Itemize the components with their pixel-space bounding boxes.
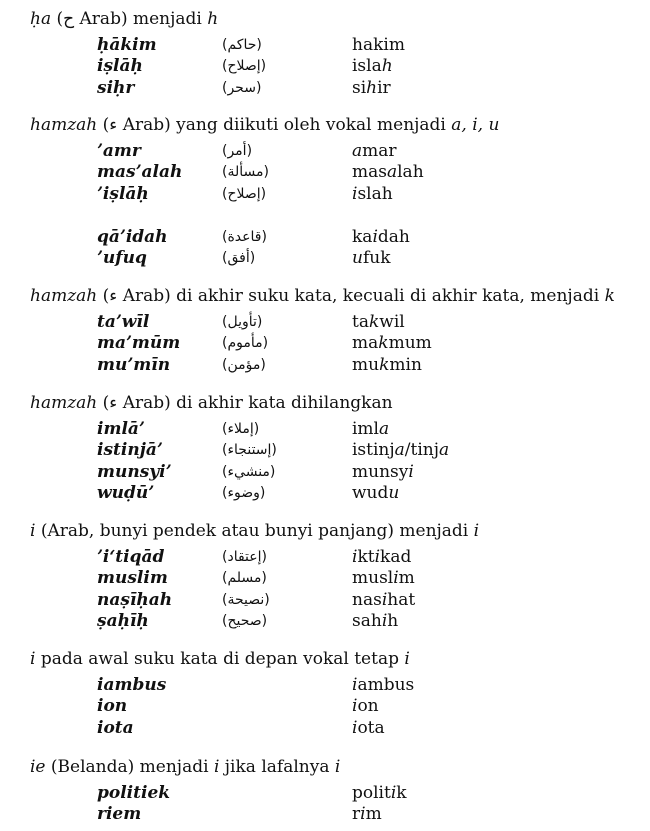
indonesian-result bbox=[352, 439, 449, 461]
source-term: muslim bbox=[97, 568, 168, 589]
italic-segment: i bbox=[352, 183, 358, 204]
text-segment: k bbox=[396, 783, 407, 803]
text-segment: musl bbox=[352, 568, 394, 589]
text-segment: istinj bbox=[352, 440, 395, 461]
italic-segment: u bbox=[388, 483, 400, 504]
indonesian-result bbox=[352, 161, 424, 183]
arabic-script: (صحيح) bbox=[222, 613, 268, 630]
text-segment: munsy bbox=[352, 461, 409, 482]
example-row bbox=[0, 567, 650, 589]
source-term: ʼiʻtiqād bbox=[97, 547, 165, 567]
arabic-script: (إعتقاد) bbox=[222, 549, 267, 565]
text-segment: ma bbox=[352, 333, 379, 354]
example-row bbox=[0, 589, 650, 611]
indonesian-result bbox=[352, 589, 415, 611]
italic-segment: i bbox=[30, 521, 36, 541]
italic-segment: hamzah bbox=[30, 286, 98, 306]
indonesian-result bbox=[352, 34, 405, 56]
arabic-script: (مسلم) bbox=[222, 570, 267, 587]
indonesian-result bbox=[352, 418, 389, 440]
text-segment: (ء Arab) yang diikuti oleh vokal menjadi bbox=[97, 115, 452, 135]
example-row bbox=[0, 332, 650, 354]
text-segment: sah bbox=[352, 611, 382, 632]
italic-segment: i bbox=[408, 461, 414, 482]
arabic-script: (إستنجاء) bbox=[222, 442, 277, 459]
text-segment: ota bbox=[357, 717, 385, 738]
text-segment: ta bbox=[352, 312, 369, 332]
example-row bbox=[0, 34, 650, 56]
italic-segment: h bbox=[366, 77, 378, 98]
indonesian-result bbox=[352, 803, 382, 825]
example-row bbox=[0, 311, 650, 333]
indonesian-result bbox=[352, 183, 393, 205]
source-term: wuḍūʼ bbox=[97, 483, 155, 504]
italic-segment: a bbox=[439, 440, 450, 461]
example-row bbox=[0, 183, 650, 205]
source-term: muʼmīn bbox=[97, 354, 171, 375]
text-segment: kt bbox=[357, 547, 375, 567]
indonesian-result bbox=[352, 311, 405, 333]
text-segment: mar bbox=[362, 141, 397, 161]
example-row bbox=[0, 782, 650, 804]
italic-segment: a, i, u bbox=[451, 115, 500, 135]
arabic-script: (أفق) bbox=[222, 250, 256, 266]
italic-segment: h bbox=[207, 9, 219, 29]
italic-segment: i bbox=[352, 696, 358, 717]
source-term: taʼwīl bbox=[97, 312, 150, 332]
source-term: ʼamr bbox=[97, 141, 141, 161]
example-row bbox=[0, 226, 650, 248]
source-term: siḥr bbox=[97, 77, 135, 98]
italic-segment: i bbox=[30, 649, 36, 669]
text-segment: min bbox=[389, 354, 422, 375]
example-row bbox=[0, 482, 650, 504]
example-row bbox=[0, 461, 650, 483]
italic-segment: i bbox=[473, 521, 480, 541]
arabic-script: (سحر) bbox=[222, 79, 262, 96]
italic-segment: ie bbox=[30, 757, 46, 777]
italic-segment: i bbox=[213, 757, 220, 777]
italic-segment: i bbox=[404, 649, 410, 669]
italic-segment: a bbox=[394, 440, 405, 461]
text-segment: r bbox=[352, 804, 361, 825]
rule-heading bbox=[30, 114, 499, 136]
example-row bbox=[0, 247, 650, 269]
italic-segment: k bbox=[368, 312, 380, 332]
italic-segment: hamzah bbox=[30, 115, 98, 135]
source-term: munsyiʼ bbox=[97, 461, 172, 482]
example-row bbox=[0, 204, 650, 226]
text-segment: mu bbox=[352, 354, 380, 375]
source-term: riem bbox=[97, 804, 142, 825]
arabic-script: (أمر) bbox=[222, 143, 253, 159]
source-term: ʼiṣlāḥ bbox=[97, 183, 149, 204]
source-term: ion bbox=[97, 696, 128, 717]
example-row bbox=[0, 610, 650, 632]
text-segment: slah bbox=[357, 183, 393, 204]
text-segment: lah bbox=[397, 162, 424, 183]
arabic-script: (تأويل) bbox=[222, 314, 263, 330]
text-segment: hat bbox=[387, 589, 416, 610]
text-segment: fuk bbox=[362, 248, 391, 268]
source-term: qāʼidah bbox=[97, 226, 168, 247]
indonesian-result bbox=[352, 610, 398, 632]
text-segment: h bbox=[387, 611, 399, 632]
example-row bbox=[0, 55, 650, 77]
italic-segment: a bbox=[352, 141, 363, 161]
text-segment: ka bbox=[352, 226, 373, 247]
italic-segment: i bbox=[352, 717, 358, 738]
text-segment: polit bbox=[352, 783, 391, 803]
text-segment: m bbox=[365, 804, 382, 825]
italic-segment: i bbox=[352, 547, 358, 567]
text-segment: (Arab, bunyi pendek atau bunyi panjang) menjadi bbox=[35, 521, 474, 541]
rule-heading bbox=[30, 285, 615, 307]
italic-segment: i bbox=[381, 611, 388, 632]
example-row bbox=[0, 695, 650, 717]
italic-segment: i bbox=[374, 547, 381, 567]
italic-segment: a bbox=[386, 162, 398, 183]
italic-segment: k bbox=[378, 333, 389, 354]
italic-segment: hamzah bbox=[30, 393, 98, 413]
arabic-script: (حاكم) bbox=[222, 37, 262, 53]
indonesian-result bbox=[352, 140, 397, 162]
indonesian-result bbox=[352, 482, 399, 504]
example-row bbox=[0, 77, 650, 99]
indonesian-result bbox=[352, 354, 422, 376]
rule-heading bbox=[30, 392, 393, 414]
italic-segment: i bbox=[372, 226, 378, 247]
source-term: naṣīḥah bbox=[97, 589, 173, 610]
text-segment: ir bbox=[377, 77, 391, 98]
italic-segment: i bbox=[381, 589, 388, 610]
source-term: iota bbox=[97, 717, 134, 738]
text-segment: pada awal suku kata di depan vokal tetap bbox=[35, 649, 405, 669]
italic-segment: i bbox=[390, 783, 397, 803]
text-segment: isla bbox=[352, 56, 382, 77]
source-term: ʼufuq bbox=[97, 248, 147, 268]
indonesian-result bbox=[352, 55, 393, 77]
text-segment: jika lafalnya bbox=[219, 757, 335, 777]
rule-heading bbox=[30, 648, 410, 670]
arabic-script: (مؤمن) bbox=[222, 356, 266, 373]
italic-segment: h bbox=[381, 56, 393, 77]
arabic-script: (إملاء) bbox=[222, 421, 260, 437]
arabic-script: (قاعدة) bbox=[222, 228, 267, 245]
text-segment: si bbox=[352, 77, 367, 98]
text-segment: mum bbox=[388, 333, 432, 354]
indonesian-result bbox=[352, 247, 391, 269]
italic-segment: k bbox=[379, 354, 390, 375]
text-segment: m bbox=[398, 568, 415, 589]
rule-heading bbox=[30, 8, 218, 30]
arabic-script: (وضوء) bbox=[222, 485, 266, 502]
arabic-script: (إصلاح) bbox=[222, 185, 267, 202]
text-segment: hakim bbox=[352, 35, 405, 55]
example-row bbox=[0, 674, 650, 696]
rule-heading bbox=[30, 756, 340, 778]
italic-segment: i bbox=[360, 804, 366, 825]
italic-segment: u bbox=[352, 248, 363, 268]
text-segment: kad bbox=[380, 547, 412, 567]
indonesian-result bbox=[352, 332, 432, 354]
indonesian-result bbox=[352, 782, 407, 804]
source-term: imlāʼ bbox=[97, 419, 145, 439]
text-segment: iml bbox=[352, 419, 379, 439]
text-segment: /tinj bbox=[404, 440, 440, 461]
example-row bbox=[0, 140, 650, 162]
example-row bbox=[0, 803, 650, 825]
text-segment: (ء Arab) di akhir kata dihilangkan bbox=[97, 393, 393, 413]
arabic-script: (إصلاح) bbox=[222, 58, 267, 75]
example-row bbox=[0, 546, 650, 568]
arabic-script: (مسألة) bbox=[222, 164, 269, 181]
italic-segment: a bbox=[379, 419, 390, 439]
arabic-script: (نصيحة) bbox=[222, 591, 270, 608]
source-term: ḥākim bbox=[97, 35, 157, 55]
source-term: maʼmūm bbox=[97, 333, 181, 354]
indonesian-result bbox=[352, 226, 410, 248]
text-segment: wud bbox=[352, 483, 389, 504]
text-segment: on bbox=[357, 696, 379, 717]
italic-segment: i bbox=[334, 757, 341, 777]
text-segment: (ء Arab) di akhir suku kata, kecuali di akhir kata, menjadi bbox=[97, 286, 605, 306]
example-row bbox=[0, 717, 650, 739]
text-segment: wil bbox=[379, 312, 405, 332]
text-segment: (Belanda) menjadi bbox=[45, 757, 214, 777]
arabic-script: (مأموم) bbox=[222, 335, 269, 352]
example-row bbox=[0, 161, 650, 183]
source-term: politiek bbox=[97, 783, 171, 803]
example-row bbox=[0, 354, 650, 376]
example-row bbox=[0, 418, 650, 440]
italic-segment: ḥa bbox=[30, 9, 52, 29]
source-term: masʼalah bbox=[97, 162, 183, 183]
indonesian-result bbox=[352, 77, 391, 99]
text-segment: dah bbox=[377, 226, 410, 247]
indonesian-result bbox=[352, 717, 385, 739]
text-segment: (ح Arab) menjadi bbox=[51, 9, 208, 29]
example-row bbox=[0, 439, 650, 461]
source-term: iṣlāḥ bbox=[97, 56, 143, 77]
italic-segment: i bbox=[393, 568, 399, 589]
source-term: istinjāʼ bbox=[97, 440, 163, 461]
indonesian-result bbox=[352, 461, 414, 483]
text-segment: ambus bbox=[357, 675, 415, 695]
indonesian-result bbox=[352, 567, 415, 589]
rule-heading bbox=[30, 520, 479, 542]
indonesian-result bbox=[352, 674, 414, 696]
source-term: ṣaḥīḥ bbox=[97, 611, 149, 632]
indonesian-result bbox=[352, 695, 379, 717]
italic-segment: i bbox=[352, 675, 358, 695]
text-segment: nas bbox=[352, 589, 382, 610]
italic-segment: k bbox=[604, 286, 615, 306]
indonesian-result bbox=[352, 546, 411, 568]
arabic-script: (منشيء) bbox=[222, 463, 276, 480]
text-segment: mas bbox=[352, 162, 387, 183]
source-term: iambus bbox=[97, 675, 167, 695]
